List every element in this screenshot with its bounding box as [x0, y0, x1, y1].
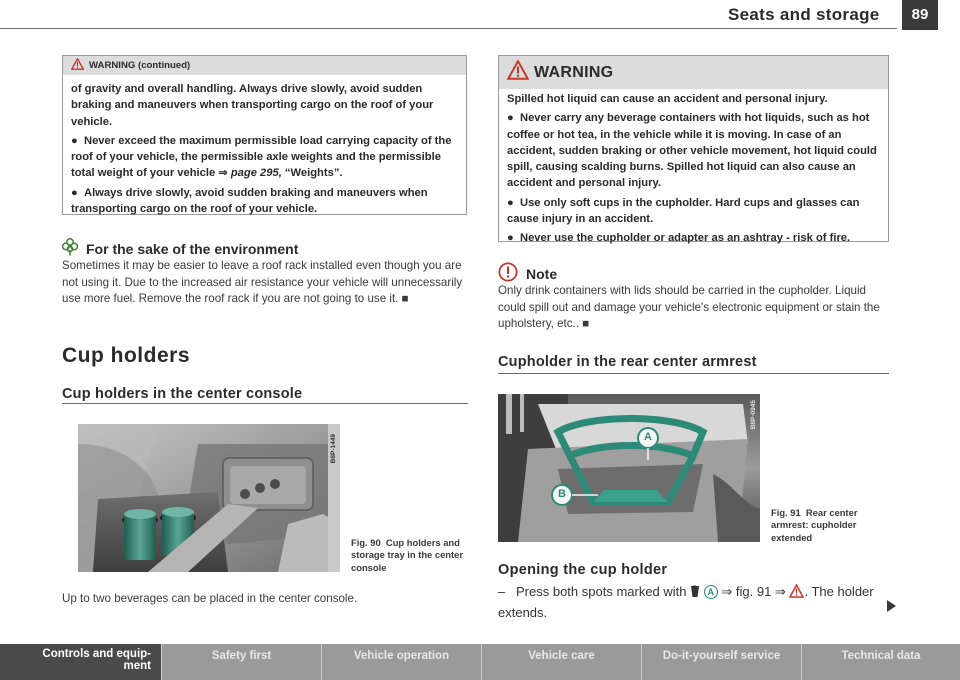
warning-bullet-text: Always drive slowly, avoid sudden braking and maneuvers when transporting cargo on the roof of your vehicle. [71, 186, 428, 216]
step-dash: – [498, 584, 506, 599]
header-rule [0, 28, 897, 29]
note-text: Only drink containers with lids should be carried in the cupholder. Liquid could spill out and damage your vehicle's electronic equipment or stain the upholstery, etc.. ■ [498, 284, 880, 330]
figure-90-caption [351, 537, 471, 574]
warning-lead: Spilled hot liquid can cause an accident and personal injury. [507, 93, 828, 105]
subheading-rear-armrest: Cupholder in the rear center armrest [498, 354, 757, 370]
note-heading-text: Note [526, 265, 558, 282]
warning-box [498, 55, 889, 245]
figure-91-number: Fig. 91 [771, 507, 801, 518]
warning-bullet-text: Never exceed the maximum permissible load carrying capacity of the roof of your vehicle, the permissible axle weights and the permissible total weight of your vehicle ⇒ [71, 134, 452, 180]
step-text-c: . The holder extends. [498, 584, 874, 620]
figure-91-photo [498, 394, 760, 542]
warning-bullet-text: Use only soft cups in the cupholder. Hard cups and glasses can cause injury in an accident. [507, 196, 860, 226]
warning-continued-body [63, 75, 466, 224]
section-heading-cup-holders: Cup holders [62, 344, 191, 367]
environment-leaf-icon [62, 238, 78, 259]
figure-90-photo [78, 424, 340, 572]
warning-title: WARNING [534, 63, 614, 81]
warning-paragraph: of gravity and overall handling. Always drive slowly, avoid sudden braking and maneuvers when transporting cargo on the roof of your vehicle. [71, 83, 434, 128]
environment-heading-text: For the sake of the environment [86, 240, 299, 257]
warning-bullet-text: Never use the cupholder or adapter as an ashtray - risk of fire. [519, 232, 851, 245]
warning-bullet: ● Never use the cupholder or adapter as an ashtray - risk of fire. [507, 232, 851, 245]
footer-tab-vehicle-care[interactable]: Vehicle care [482, 644, 642, 680]
cup-icon [690, 584, 700, 603]
warning-continued-header [63, 56, 466, 75]
footer-tab-technical-data[interactable]: Technical data [802, 644, 960, 680]
warning-continued-title: WARNING (continued) [89, 60, 191, 71]
page-header-title: Seats and storage [728, 5, 880, 24]
warning-triangle-icon [789, 584, 804, 603]
warning-bullet-text-end: “Weights”. [281, 167, 343, 180]
page-number: 89 [902, 0, 938, 30]
note-heading [498, 262, 557, 285]
continue-arrow-icon [887, 600, 896, 612]
step-text-a: Press both spots marked with [516, 584, 687, 599]
figure-90-caption-text: Cup holders and storage tray in the center console [351, 537, 464, 573]
warning-body [499, 89, 888, 254]
warning-continued-box [62, 55, 467, 215]
figure-91-caption [771, 507, 891, 544]
figure-90-code: B8P-1449 [330, 434, 337, 464]
warning-header [499, 56, 888, 89]
subheading-rule [498, 373, 889, 374]
warning-bullet: ● Always drive slowly, avoid sudden braking and maneuvers when transporting cargo on the roof of your vehicle. [71, 186, 428, 216]
footer-tab-controls[interactable]: Controls and equip- ment [0, 644, 162, 680]
cup-holders-text: Up to two beverages can be placed in the center console. [62, 592, 358, 605]
figure-91-caption-text: Rear center armrest: cupholder extended [771, 507, 858, 543]
footer-tab-vehicle-operation[interactable]: Vehicle operation [322, 644, 482, 680]
footer-nav [0, 644, 960, 680]
environment-heading [62, 238, 298, 259]
warning-bullet: ● Use only soft cups in the cupholder. Hard cups and glasses can cause injury in an accident. [507, 196, 860, 226]
subheading-rule [62, 403, 468, 404]
figure-91-code: B8P-0945 [750, 400, 757, 430]
figure-90-number: Fig. 90 [351, 537, 381, 548]
footer-tab-diy-service[interactable]: Do-it-yourself service [642, 644, 802, 680]
opening-step [498, 582, 890, 622]
footer-tab-safety[interactable]: Safety first [162, 644, 322, 680]
page-reference-link[interactable]: page 295, [230, 167, 282, 180]
subheading-opening: Opening the cup holder [498, 562, 668, 578]
subheading-center-console: Cup holders in the center console [62, 386, 303, 402]
callout-b-label: B [558, 488, 566, 500]
environment-text: Sometimes it may be easier to leave a roof rack installed even though you are not using it. Due to the increased air resistance your vehicle will unnecessarily use more fuel. Remove the roof rack if you are not going to use it. ■ [62, 259, 463, 305]
warning-bullet: ● Never exceed the maximum permissible load carrying capacity of the roof of your vehicle, the permissible axle weights and the permissible total weight of your vehicle ⇒ page 295, “Weights”. [71, 134, 452, 180]
warning-triangle-icon [71, 57, 84, 75]
callout-a-label: A [644, 431, 652, 443]
warning-bullet: ● Never carry any beverage containers with hot liquids, such as hot coffee or hot tea, in the vehicle while it is moving. In case of an accident, sudden braking or other vehicle movement, hot liquid could spill, causing scalding burns. Spilled hot liquid can also cause an accident and personal injury. [507, 112, 877, 190]
step-text-b[interactable]: ⇒ fig. 91 ⇒ [721, 584, 786, 599]
warning-triangle-icon [507, 60, 529, 85]
callout-a-circle: A [704, 585, 718, 599]
note-exclamation-icon [498, 262, 518, 285]
warning-bullet-text: Never carry any beverage containers with hot liquids, such as hot coffee or hot tea, in the vehicle while it is moving. In case of an accident, sudden braking or other vehicle movement, hot liquid could spill, causing scalding burns. Spilled hot liquid can also cause an accident and personal injury. [507, 112, 877, 190]
